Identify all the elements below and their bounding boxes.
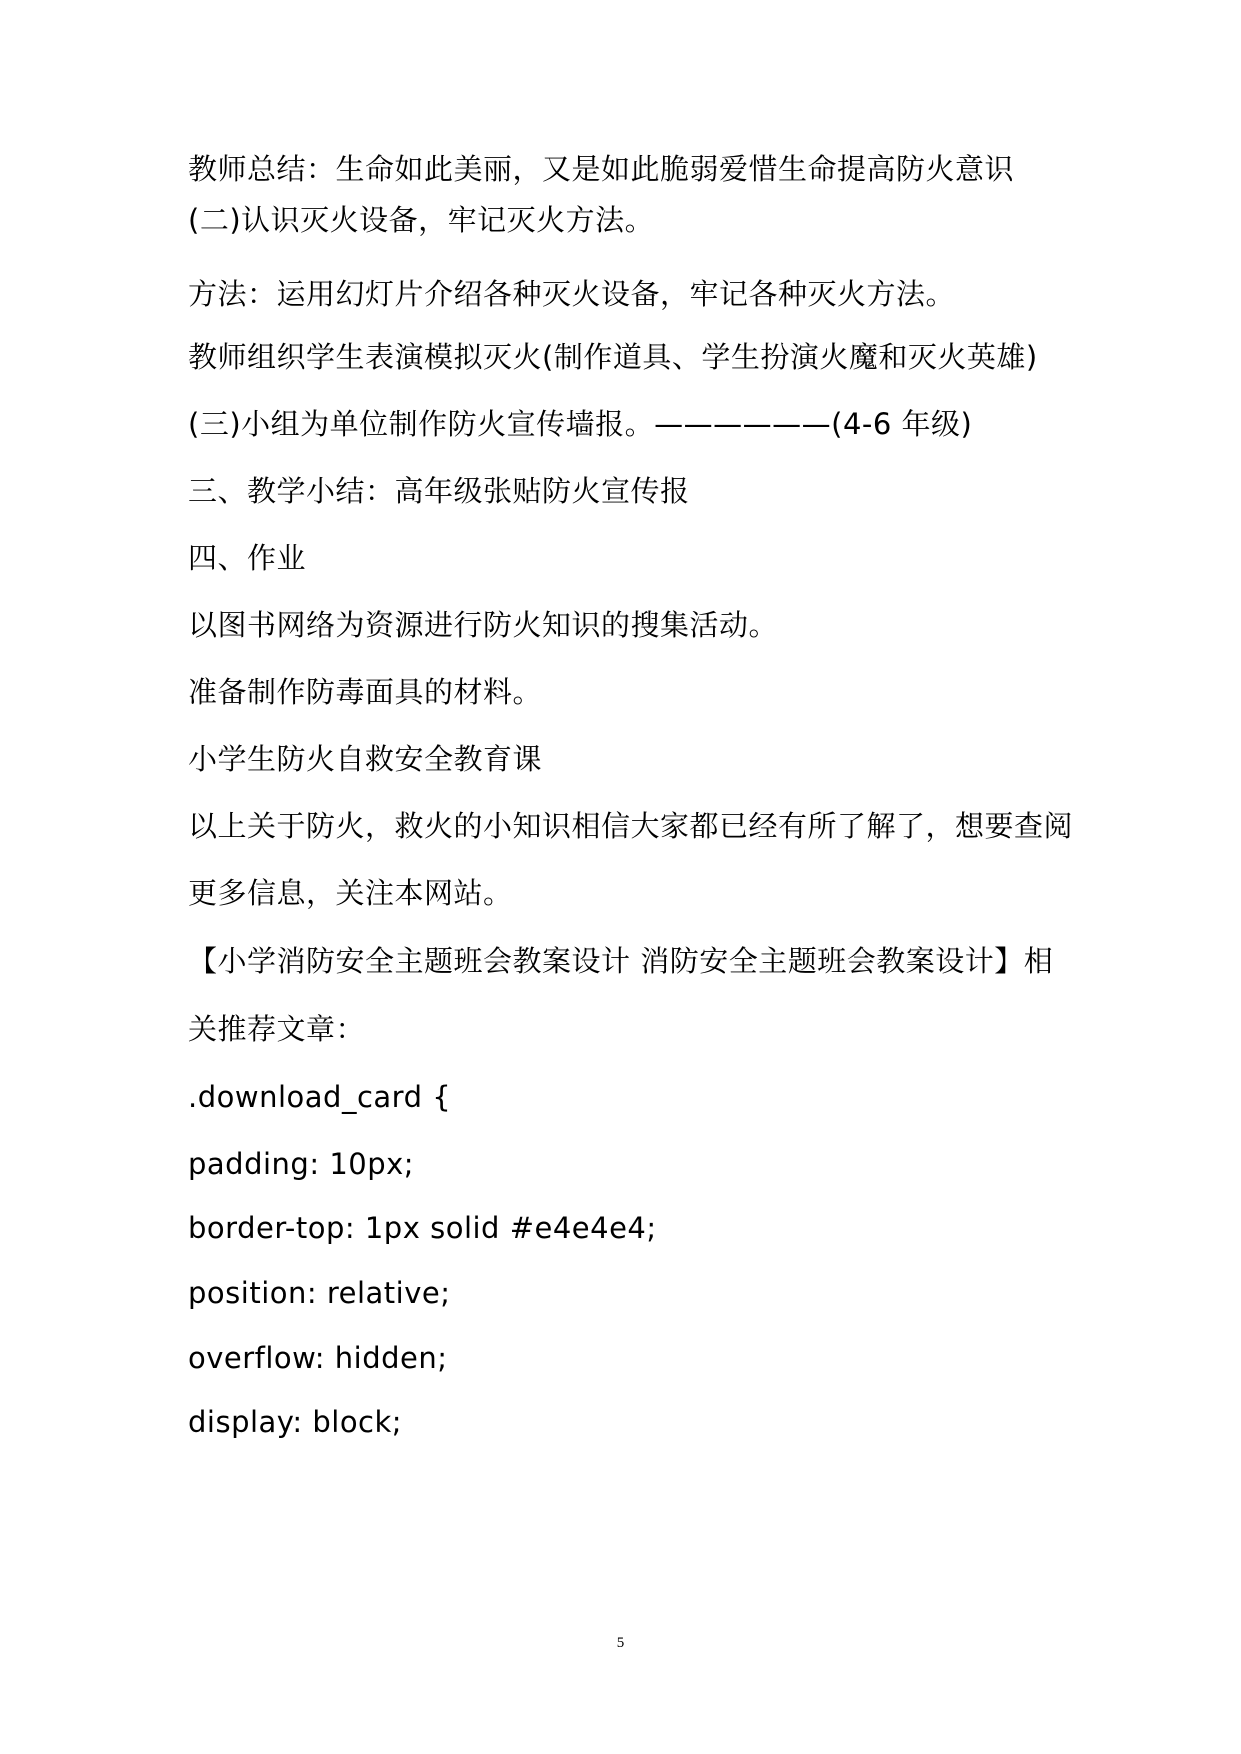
paragraph-performance: 教师组织学生表演模拟灭火(制作道具、学生扮演火魔和灭火英雄) [188,340,1038,374]
code-line-padding: padding: 10px; [188,1147,415,1181]
code-line-position: position: relative; [188,1276,451,1310]
code-line-overflow: overflow: hidden; [188,1341,448,1375]
paragraph-section-two: (二)认识灭火设备，牢记灭火方法。 [188,203,655,237]
paragraph-closing-line-two: 更多信息，关注本网站。 [188,876,513,910]
code-line-border-top: border-top: 1px solid #e4e4e4; [188,1211,657,1245]
paragraph-method: 方法：运用幻灯片介绍各种灭火设备，牢记各种灭火方法。 [188,277,956,311]
paragraph-section-three: (三)小组为单位制作防火宣传墙报。——————(4-6 年级) [188,407,973,441]
code-line-display: display: block; [188,1405,403,1439]
paragraph-homework-two: 准备制作防毒面具的材料。 [188,675,543,709]
heading-homework: 四、作业 [188,541,307,575]
heading-teaching-summary: 三、教学小结：高年级张贴防火宣传报 [188,474,690,508]
paragraph-closing-line-one: 以上关于防火，救火的小知识相信大家都已经有所了解了，想要查阅 [188,809,1074,843]
paragraph-homework-one: 以图书网络为资源进行防火知识的搜集活动。 [188,608,779,642]
code-line-selector: .download_card { [188,1080,452,1114]
paragraph-related-line-two: 关推荐文章： [188,1012,366,1046]
page-number: 5 [616,1635,625,1651]
heading-lesson-title: 小学生防火自救安全教育课 [188,742,543,776]
paragraph-teacher-summary: 教师总结：生命如此美丽，又是如此脆弱爱惜生命提高防火意识 [188,152,1015,186]
paragraph-related-line-one: 【小学消防安全主题班会教案设计 消防安全主题班会教案设计】相 [188,944,1054,978]
